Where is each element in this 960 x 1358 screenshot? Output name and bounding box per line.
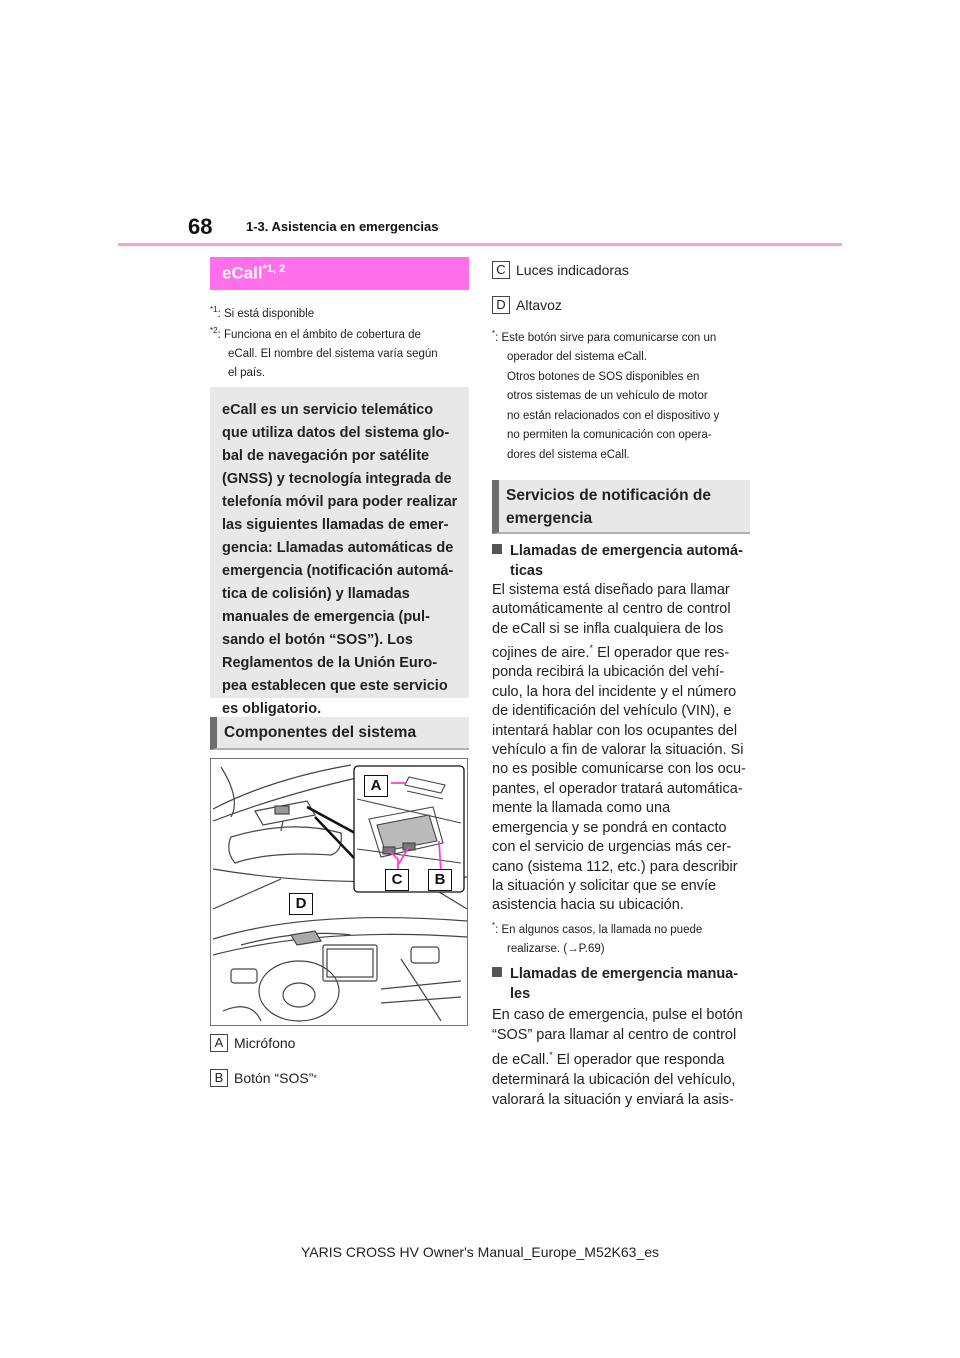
intro-line: Reglamentos de la Unión Euro-	[222, 655, 438, 671]
sos-button-note: *: Este botón sirve para comunicarse con un operador del sistema eCall. Otros botones de SOS disponibles en otros sistemas de un vehículo de motor no están relacionados con el dispositivo y no permiten la comunicación con opera- dores del sistema eCall.	[492, 329, 720, 461]
intro-line: que utiliza datos del sistema glo-	[222, 425, 450, 441]
intro-line: tica de colisión) y llamadas	[222, 586, 410, 602]
intro-line: (GNSS) y tecnología integrada de	[222, 471, 452, 487]
chapter-title: 1-3. Asistencia en emergencias	[246, 219, 439, 234]
bullet-square-icon	[492, 967, 502, 977]
auto-calls-text: El sistema está diseñado para llamar automáticamente al centro de control de eCall si se infla cualquiera de los cojines de aire.* El operador que res- ponda recibirá la ubicación del vehí- culo, la hora del incidente y el número de identificación del vehículo (VIN), e intentará hablar con los ocupantes del vehículo a fin de valorar la situación. Si no es posible comunicarse con los ocu- pantes, el operador tratará automática- mente la llamada como una emergencia y se pondrá en contacto con el servicio de urgencias más cer- cano (sistema 112, etc.) para describir la situación y solicitar que se envíe asistencia hacia su ubicación.	[492, 582, 746, 914]
manual-calls-text: En caso de emergencia, pulse el botón “SOS” para llamar al centro de control de eCall.* El operador que responda determinará la ubicación del vehículo, valorará la situación y enviará la asis-	[492, 1007, 743, 1108]
system-components-figure	[210, 758, 468, 1026]
intro-line: gencia: Llamadas automáticas de	[222, 540, 454, 556]
intro-line: bal de navegación por satélite	[222, 448, 430, 464]
footnote-1: $^{*1}$: Si está disponible	[210, 305, 315, 320]
intro-line: eCall es un servicio telemático	[222, 402, 434, 418]
intro-line: telefonía móvil para poder realizar	[222, 494, 458, 510]
dashboard-illustration	[211, 759, 467, 1025]
auto-calls-note: *: En algunos casos, la llamada no puede realizarse. (→P.69)	[492, 921, 703, 955]
intro-line: manuales de emergencia (pul-	[222, 609, 430, 625]
header-divider	[118, 243, 842, 246]
page-number: 68	[188, 214, 213, 239]
manual-calls-heading: Llamadas de emergencia manua- les	[492, 964, 754, 1004]
page-footer: YARIS CROSS HV Owner's Manual_Europe_M52K63_es	[300, 1244, 660, 1260]
figure-label-a: A	[364, 775, 388, 797]
ecall-title: eCall$^{*1, 2}$	[222, 263, 286, 283]
intro-line: es obligatorio.	[222, 701, 322, 717]
legend-item-b: B Botón “SOS” *	[210, 1069, 317, 1087]
services-heading: Servicios de notificación de emergencia	[492, 480, 750, 534]
footnote-2: $^{*2}$: Funciona en el ámbito de cobertura de eCall. El nombre del sistema varía según el país.	[210, 326, 438, 379]
figure-label-b: B	[428, 869, 452, 891]
legend-item-c: C Luces indicadoras	[492, 261, 629, 279]
ecall-title-band	[210, 257, 469, 290]
legend-item-a: A Micrófono	[210, 1034, 295, 1052]
intro-line: las siguientes llamadas de emer-	[222, 517, 449, 533]
intro-line: pea establecen que este servicio	[222, 678, 448, 694]
intro-line: sando el botón “SOS”). Los	[222, 632, 413, 648]
auto-calls-heading: Llamadas de emergencia automá- ticas	[492, 541, 754, 581]
figure-label-d: D	[289, 893, 313, 915]
legend-item-d: D Altavoz	[492, 296, 562, 314]
intro-line: emergencia (notificación automá-	[222, 563, 454, 579]
intro-box	[210, 387, 469, 717]
bullet-square-icon	[492, 544, 502, 554]
intro-text	[210, 387, 469, 721]
figure-label-c: C	[385, 869, 409, 891]
components-heading: Componentes del sistema	[210, 717, 469, 750]
